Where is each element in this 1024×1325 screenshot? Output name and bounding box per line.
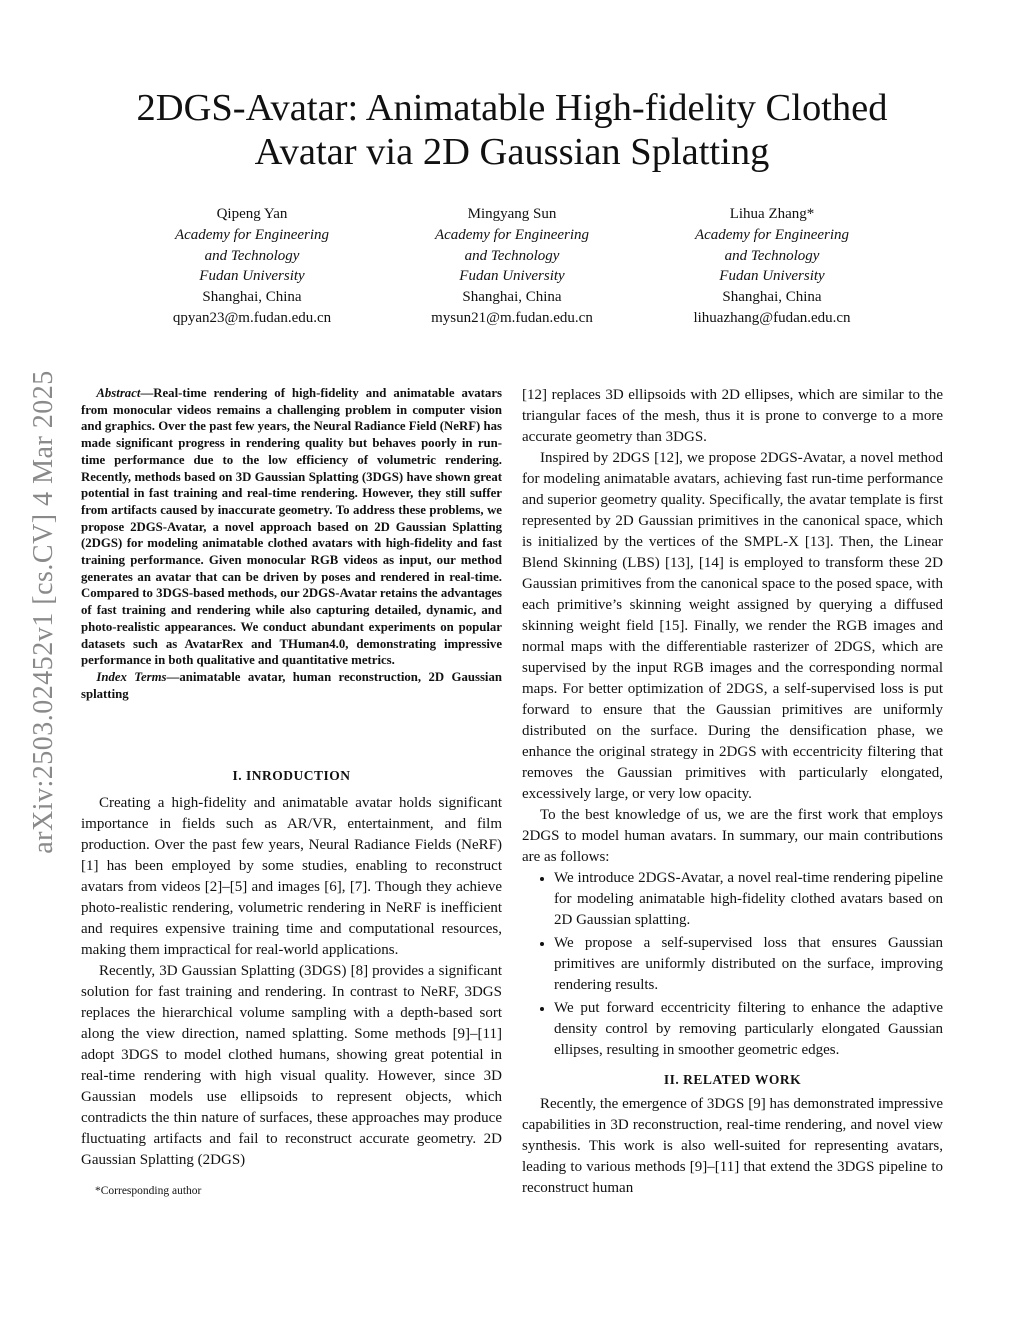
author-name: Qipeng Yan xyxy=(216,206,288,222)
right-column-text xyxy=(522,385,943,1199)
author-block-3 xyxy=(642,204,902,329)
abstract-paragraph xyxy=(81,385,502,669)
abstract xyxy=(81,385,502,702)
paragraph: Recently, the emergence of 3DGS [9] has demonstrated impressive capabilities in 3D reconstruction, real-time rendering, and novel view synthesis. This work is also well-suited for representing avatars, leading to various methods [9]–[11] that extend the 3DGS pipeline to reconstruct human xyxy=(522,1096,943,1196)
footnote: *Corresponding author xyxy=(95,1185,202,1197)
paragraph: [12] replaces 3D ellipsoids with 2D ellipses, which are similar to the triangular faces of the mesh, thus it is prone to converge to a more accurate geometry than 3DGS. xyxy=(522,387,943,445)
arxiv-identifier-stamp: arXiv:2503.02452v1 [cs.CV] 4 Mar 2025 xyxy=(28,370,59,854)
contributions-list xyxy=(522,868,943,1061)
author-email: lihuazhang@fudan.edu.cn xyxy=(693,309,851,326)
author-location: Shanghai, China xyxy=(202,289,302,306)
paper-title xyxy=(0,86,1024,174)
author-block-2 xyxy=(382,204,642,329)
abstract-text: —Real-time rendering of high-fidelity and animatable avatars from monocular videos remains a challenging problem in computer vision and graphics. Over the past few years, the Neural Radiance Field (NeRF) has made significant progress in rendering quality but behaves poorly in run-time performance due to the low efficiency of volumetric rendering. Recently, methods based on 3D Gaussian Splatting (3DGS) have shown great potential in fast training and real-time rendering. However, they still suffer from artifacts caused by inaccurate geometry. To address these problems, we propose 2DGS-Avatar, a novel approach based on 2D Gaussian Splatting (2DGS) for modeling animatable clothed avatars with high-fidelity and fast training performance. Given monocular RGB videos as input, our method generates an avatar that can be driven by poses and rendered in real-time. Compared to 3DGS-based methods, our 2DGS-Avatar retains the advantages of fast training and rendering while also capturing detailed, dynamic, and photo-realistic appearances. We conduct abundant experiments on popular datasets such as AvatarRex and THuman4.0, demonstrating impressive performance in both qualitative and quantitative metrics. xyxy=(81,386,502,668)
section-heading-introduction: I. INRODUCTION xyxy=(232,768,351,783)
abstract-label: Abstract xyxy=(96,386,141,400)
author-block-1 xyxy=(122,204,382,329)
author-affiliation: Fudan University xyxy=(199,268,305,285)
list-item: • We propose a self-supervised loss that ensures Gaussian primitives are uniformly distributed on the surface, improving rendering results. xyxy=(554,933,943,996)
title-line-2: Avatar via 2D Gaussian Splatting xyxy=(254,131,770,173)
author-location: Shanghai, China xyxy=(462,289,562,306)
paragraph: Recently, 3D Gaussian Splatting (3DGS) [8] provides a significant solution for fast training and rendering. In contrast to NeRF, 3DGS replaces the hierarchical volume sampling with a depth-based sort along the view direction, named splatting. Some methods [9]–[11] adopt 3DGS to model clothed humans, showing great potential in real-time rendering with high visual quality. However, since 3D Gaussian models use ellipsoids to represent objects, which contradicts the thin nature of surfaces, these approaches may produce fluctuating artifacts and fail to reconstruct accurate geometry. 2D Gaussian Splatting (2DGS) xyxy=(81,963,502,1168)
section-heading-related-work: II. RELATED WORK xyxy=(663,1072,802,1087)
introduction-text xyxy=(81,793,502,1171)
author-name: Lihua Zhang* xyxy=(729,206,815,222)
author-affiliation: Academy for Engineering xyxy=(174,226,330,243)
author-email: mysun21@m.fudan.edu.cn xyxy=(431,309,593,326)
index-terms-label: Index Terms xyxy=(96,669,167,684)
paragraph: To the best knowledge of us, we are the first work that employs 2DGS to model human avatars. In summary, our main contributions are as follows: xyxy=(522,807,943,865)
list-item: • We put forward eccentricity filtering to enhance the adaptive density control by removing particularly elongated Gaussian ellipses, resulting in smoother geometric edges. xyxy=(554,998,943,1061)
title-line-1: 2DGS-Avatar: Animatable High-fidelity Clothed xyxy=(136,87,888,129)
author-email: qpyan23@m.fudan.edu.cn xyxy=(172,309,332,326)
paragraph: Inspired by 2DGS [12], we propose 2DGS-Avatar, a novel method for modeling animatable avatars, achieving fast run-time performance and superior geometry quality. Specifically, the avatar template is first represented by 2D Gaussian primitives in the canonical space, which is initialized by the vertices of the SMPL-X [13]. Then, the Linear Blend Skinning (LBS) [13], [14] is employed to transform these 2D Gaussian primitives from the canonical space to the posed space, with each primitive’s skinning weight assigned by querying a diffused skinning weight field [15]. Finally, we render the RGB images and normal maps with the differentiable rasterizer of 2DGS, which are supervised by the input RGB images and the corresponding normal maps. For better optimization of 2DGS, a self-supervised loss is put forward to ensure that the Gaussian primitives are uniformly distributed on the surface. During the densification phase, we enhance the original strategy in 2DGS with eccentricity filtering that removes the Gaussian primitives with particularly elongated, excessively large, or very low opacity. xyxy=(522,450,943,802)
author-affiliation: Academy for Engineering xyxy=(434,226,590,243)
author-location: Shanghai, China xyxy=(722,289,822,306)
author-affiliation: and Technology xyxy=(724,247,820,264)
author-name: Mingyang Sun xyxy=(467,206,557,222)
list-item: • We introduce 2DGS-Avatar, a novel real-time rendering pipeline for modeling animatable high-fidelity clothed avatars based on 2D Gaussian splatting. xyxy=(554,868,943,931)
author-affiliation: and Technology xyxy=(204,247,300,264)
index-terms-text: —animatable avatar, human reconstruction, 2D Gaussian splatting xyxy=(81,669,502,701)
author-affiliation: and Technology xyxy=(464,247,560,264)
author-affiliation: Fudan University xyxy=(719,268,825,285)
author-affiliation: Academy for Engineering xyxy=(694,226,850,243)
index-terms xyxy=(81,669,502,702)
paragraph: Creating a high-fidelity and animatable avatar holds significant importance in fields such as AR/VR, entertainment, and film production. Over the past few years, Neural Radiance Fields (NeRF) [1] has been employed by some studies, enabling to reconstruct avatars from videos [2]–[5] and images [6], [7]. Though they achieve photo-realistic rendering, volumetric rendering in NeRF is inefficient and requires expensive training time and computational resources, making them impractical for real-world applications. xyxy=(81,795,502,958)
author-affiliation: Fudan University xyxy=(459,268,565,285)
